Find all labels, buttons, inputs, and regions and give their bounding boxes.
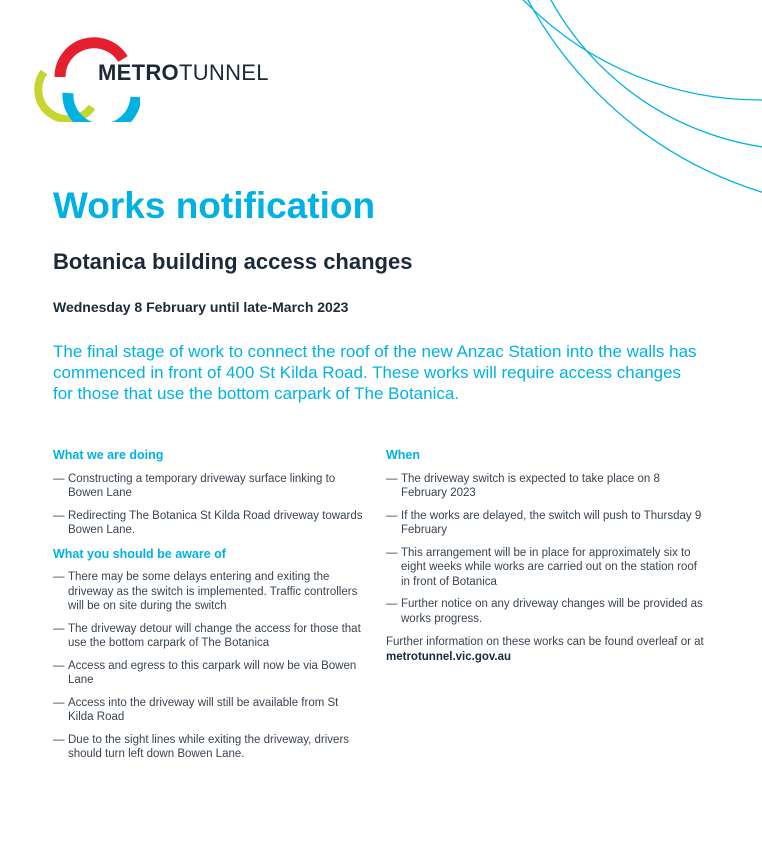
section-heading-aware: What you should be aware of <box>53 546 226 561</box>
list-item: — Redirecting The Botanica St Kilda Road driveway towards Bowen Lane. <box>53 509 363 536</box>
page-subtitle: Botanica building access changes <box>53 249 413 274</box>
logo-wordmark: METROTUNNEL <box>98 60 269 85</box>
further-info: Further information on these works can be found overleaf or at metrotunnel.vic.gov.au <box>386 636 704 663</box>
list-item: — Access into the driveway will still be available from St Kilda Road <box>53 696 339 723</box>
list-item: — Further notice on any driveway changes will be provided as works progress. <box>386 598 703 625</box>
decorative-arc-inner <box>430 0 762 100</box>
list-item: — Constructing a temporary driveway surface linking to Bowen Lane <box>53 472 336 499</box>
list-item: — The driveway detour will change the access for those that use the bottom carpark of The Botanica <box>53 622 361 649</box>
date-range: Wednesday 8 February until late-March 2023 <box>53 299 349 315</box>
website-link[interactable]: metrotunnel.vic.gov.au <box>386 650 512 663</box>
aware-list <box>53 570 363 762</box>
list-item: — If the works are delayed, the switch will push to Thursday 9 February <box>386 509 702 536</box>
list-item: — This arrangement will be in place for approximately six to eight weeks while works are carried out on the station roof in front of Botanica <box>386 546 697 588</box>
list-item: — There may be some delays entering and exiting the driveway as the switch is implemented. Traffic controllers will be on site during the switch <box>53 571 358 612</box>
doing-list <box>53 472 363 538</box>
section-heading-doing: What we are doing <box>53 448 164 462</box>
left-column <box>53 448 363 771</box>
decorative-arc-outer <box>480 0 762 210</box>
when-list <box>386 472 706 627</box>
intro-paragraph: The final stage of work to connect the roof of the new Anzac Station into the walls has commenced in front of 400 St Kilda Road. These works will require access changes for those that use the bottom carpark of The Botanica. <box>53 342 697 403</box>
right-column <box>386 448 706 664</box>
list-item: — Due to the sight lines while exiting the driveway, drivers should turn left down Bowen Lane. <box>53 733 350 760</box>
list-item: — Access and egress to this carpark will now be via Bowen Lane <box>53 659 357 686</box>
list-item: — The driveway switch is expected to take place on 8 February 2023 <box>386 472 660 499</box>
decorative-arc-middle <box>515 0 762 150</box>
section-heading-when: When <box>386 448 421 462</box>
page-title: Works notification <box>53 185 376 226</box>
